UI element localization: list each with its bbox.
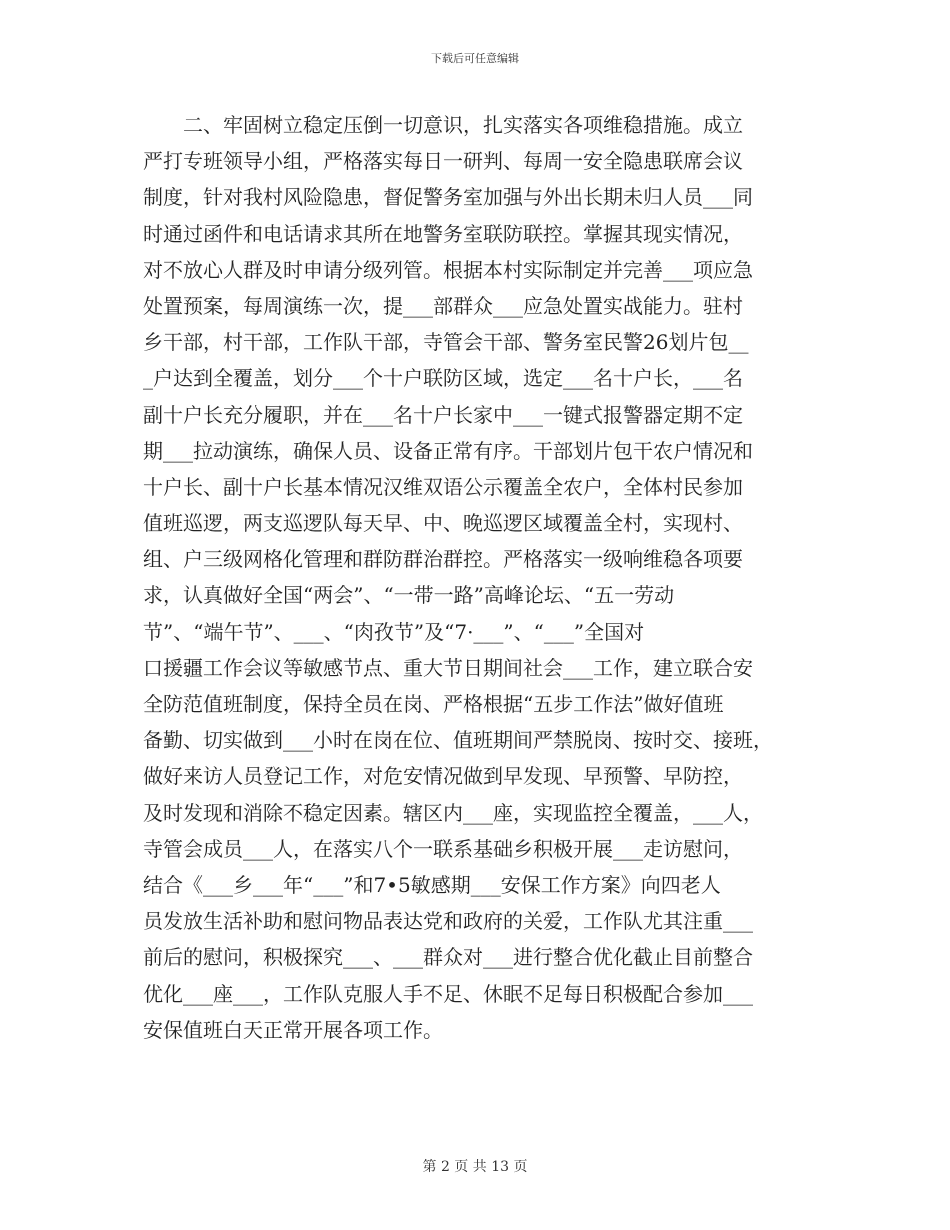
paragraph-line: 时通过函件和电话请求其所在地警务室联防联控。掌握其现实情况， <box>143 221 743 246</box>
paragraph-line: 寺管会成员___人，在落实八个一联系基础乡积极开展___走访慰问， <box>143 836 743 861</box>
paragraph-line: 对不放心人群及时申请分级列管。根据本村实际制定并完善___项应急 <box>143 257 753 282</box>
paragraph-line: 备勤、切实做到___小时在岗在位、值班期间严禁脱岗、按时交、接班， <box>143 728 773 753</box>
paragraph-line: 副十户长充分履职，并在___名十户长家中___一键式报警器定期不定 <box>143 402 743 427</box>
paragraph-line: 值班巡逻，两支巡逻队每天早、中、晚巡逻区域覆盖全村，实现村、 <box>143 511 743 536</box>
paragraph-line: 优化___座___，工作队克服人手不足、休眠不足每日积极配合参加___ <box>143 981 753 1006</box>
page-indicator: 第 2 页 共 13 页 <box>422 1159 528 1175</box>
paragraph-line: 十户长、副十户长基本情况汉维双语公示覆盖全农户，全体村民参加 <box>143 474 743 499</box>
paragraph-line: 及时发现和消除不稳定因素。辖区内___座，实现监控全覆盖，___人， <box>143 800 763 825</box>
paragraph-line: 严打专班领导小组，严格落实每日一研判、每周一安全隐患联席会议 <box>143 149 743 174</box>
paragraph-line: 乡干部，村干部，工作队干部，寺管会干部、警务室民警26划片包__ <box>143 330 749 355</box>
paragraph-line: 口援疆工作会议等敏感节点、重大节日期间社会___工作，建立联合安 <box>143 655 753 680</box>
paragraph-line: 结合《___乡___年“___”和7•5敏感期___安保工作方案》向四老人 <box>143 872 721 897</box>
paragraph-line: 处置预案，每周演练一次，提___部群众___应急处置实战能力。驻村 <box>143 293 743 318</box>
paragraph-line: 安保值班白天正常开展各项工作。 <box>143 1017 443 1042</box>
paragraph-line: 二、牢固树立稳定压倒一切意识，扎实落实各项维稳措施。成立 <box>143 113 743 137</box>
paragraph-line: 做好来访人员登记工作，对危安情况做到早发现、早预警、早防控， <box>143 764 743 789</box>
paragraph-line: 组、户三级网格化管理和群防群治群控。严格落实一级响维稳各项要 <box>143 547 743 572</box>
paragraph-line: 制度，针对我村风险隐患，督促警务室加强与外出长期未归人员___同 <box>143 185 753 210</box>
paragraph-line: 员发放生活补助和慰问物品表达党和政府的关爱，工作队尤其注重___ <box>143 909 753 934</box>
document-body <box>143 107 823 1048</box>
paragraph-line: 全防范值班制度，保持全员在岗、严格根据“五步工作法”做好值班 <box>143 692 724 716</box>
paragraph-line: _户达到全覆盖，划分___个十户联防区域，选定___名十户长，___名 <box>143 366 743 391</box>
paragraph-line: 节”、“端午节”、___、“肉孜节”及“7·___”、“___”全国对 <box>143 619 645 644</box>
paragraph-line: 求，认真做好全国“两会”、“一带一路”高峰论坛、“五一劳动 <box>143 583 675 608</box>
header-note: 下载后可任意编辑 <box>431 52 519 65</box>
paragraph-line: 期___拉动演练，确保人员、设备正常有序。干部划片包干农户情况和 <box>143 438 753 463</box>
paragraph-line: 前后的慰问，积极探究___、___群众对___进行整合优化截止目前整合 <box>143 945 753 970</box>
